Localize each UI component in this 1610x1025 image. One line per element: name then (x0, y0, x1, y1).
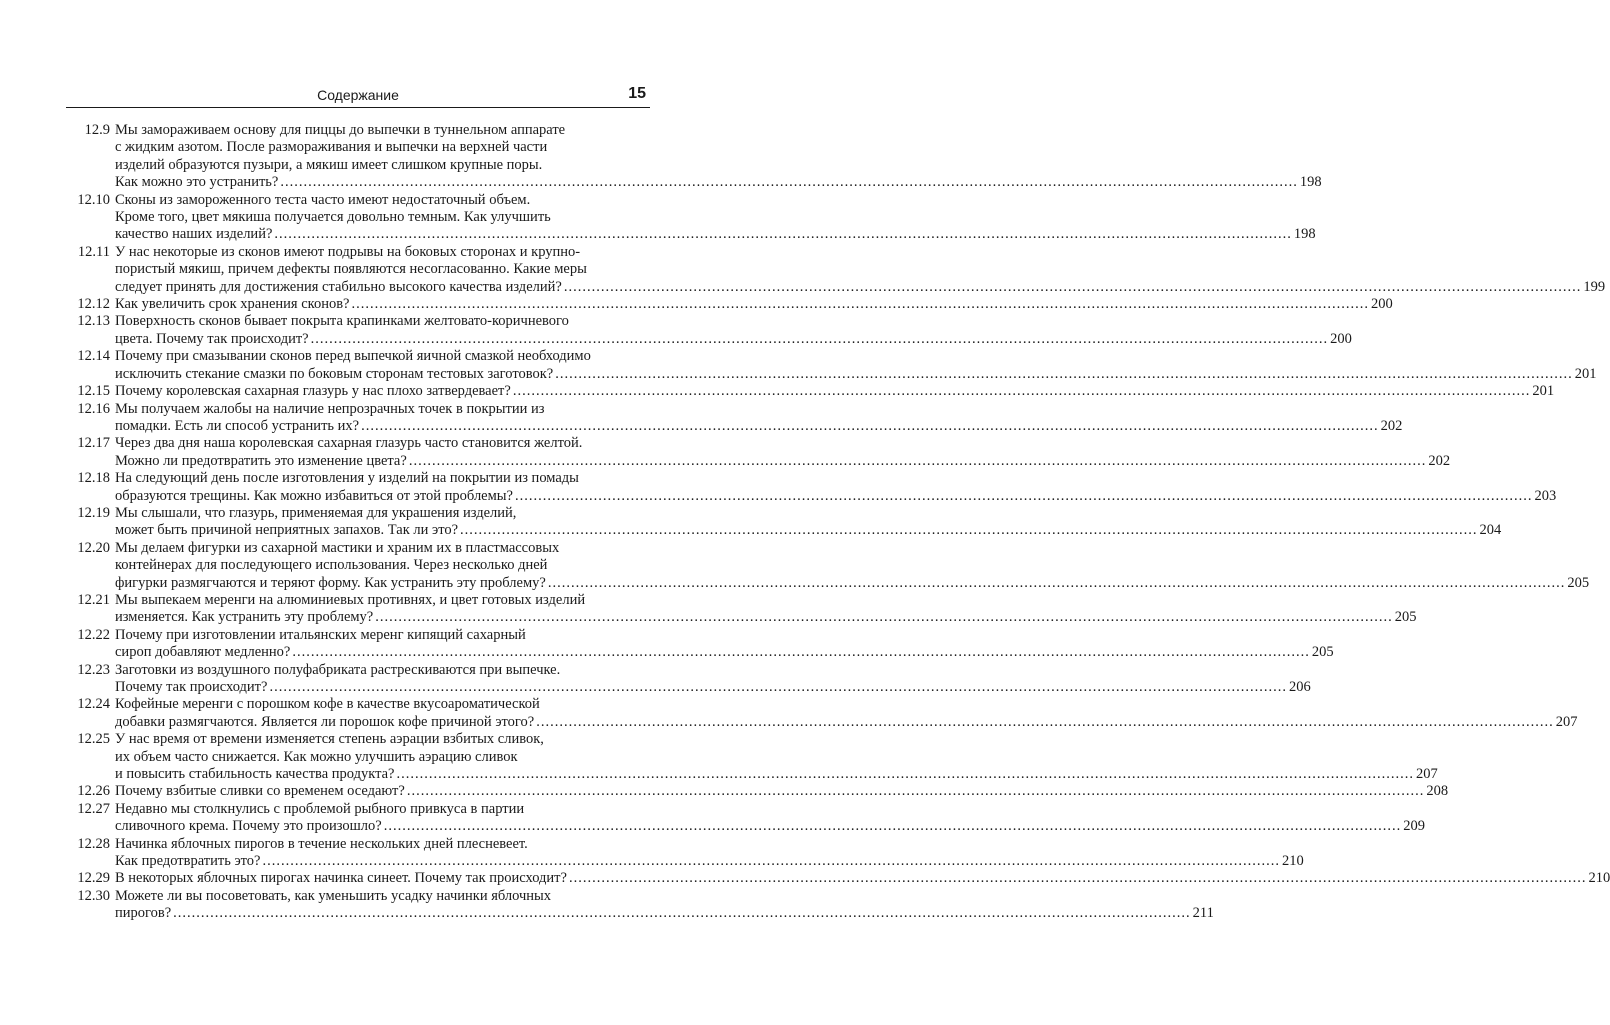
toc-entry[interactable] (66, 591, 1417, 627)
entry-last-line (115, 174, 1322, 191)
dot-leader: ............................................................................................................................................................................................................................ (460, 522, 1478, 539)
dot-leader: ............................................................................................................................................................................................................................ (406, 783, 1425, 800)
entry-page: 201 (1574, 365, 1597, 382)
entry-title-line: с жидким азотом. После размораживания и выпечки на верхней части (115, 139, 548, 156)
dot-leader: ............................................................................................................................................................................................................................ (547, 574, 1566, 591)
entry-title-line: У нас время от времени изменяется степень аэрации взбитых сливок, (115, 731, 544, 748)
entry-title-line: изменяется. Как устранить эту проблему? (115, 609, 374, 626)
entry-title-line: Почему так происходит? (115, 679, 268, 695)
entry-title-line: контейнерах для последующего использования. Через несколько дней (115, 557, 548, 574)
toc-entry[interactable] (66, 313, 1352, 348)
dot-leader: ............................................................................................................................................................................................................................ (375, 609, 1393, 626)
entry-page: 202 (1380, 417, 1403, 434)
toc-entry[interactable] (66, 731, 1438, 783)
entry-title-line: Как предотвратить это? (115, 853, 261, 870)
entry-last-line (115, 818, 1425, 835)
entry-page: 200 (1330, 330, 1352, 347)
entry-page: 204 (1479, 522, 1502, 539)
table-of-contents (66, 122, 1610, 923)
entry-title-line: пирогов? (115, 905, 172, 922)
entry-title-line: Сконы из замороженного теста часто имеют недостаточный объем. (115, 191, 531, 208)
entry-title-line: У нас некоторые из сконов имеют подрывы на боковых сторонах и крупно- (115, 243, 581, 260)
entry-page: 210 (1282, 853, 1304, 870)
entry-title-line: сироп добавляют медленно? (115, 644, 291, 661)
toc-entry[interactable] (66, 435, 1451, 470)
dot-leader: ............................................................................................................................................................................................................................ (262, 853, 1280, 870)
header-rule (66, 107, 650, 108)
entry-last-line (115, 766, 1438, 783)
entry-title-line: следует принять для достижения стабильно высокого качества изделий? (115, 278, 562, 295)
entry-title-line: Можно ли предотвратить это изменение цвета? (115, 452, 407, 469)
entry-title-line: Заготовки из воздушного полуфабриката растрескиваются при выпечке. (115, 661, 561, 678)
entry-last-line (115, 870, 1610, 887)
entry-number: 12.30 (77, 887, 110, 904)
entry-number: 12.29 (77, 870, 110, 887)
entry-title-line: качество наших изделий? (115, 226, 273, 243)
entry-last-line (115, 452, 1451, 470)
entry-page: 199 (1583, 278, 1606, 295)
entry-last-line (115, 417, 1403, 435)
dot-leader: ............................................................................................................................................................................................................................ (568, 870, 1587, 887)
dot-leader: ............................................................................................................................................................................................................................ (280, 174, 1298, 191)
dot-leader: ............................................................................................................................................................................................................................ (383, 818, 1402, 835)
toc-entry[interactable] (66, 191, 1316, 244)
entry-title-line: Мы выпекаем меренги на алюминиевых противнях, и цвет готовых изделий (115, 591, 586, 608)
entry-number: 12.18 (77, 470, 110, 487)
entry-title-line: Мы замораживаем основу для пиццы до выпечки в туннельном аппарате (115, 122, 566, 138)
entry-number: 12.25 (77, 731, 110, 748)
entry-page: 207 (1555, 713, 1578, 730)
entry-number: 12.13 (77, 313, 110, 330)
entry-title-line: Как можно это устранить? (115, 174, 279, 191)
entry-page: 206 (1288, 679, 1311, 695)
entry-last-line (115, 713, 1578, 731)
entry-page: 198 (1299, 174, 1322, 191)
page-number: 15 (628, 85, 646, 102)
toc-entry[interactable] (66, 887, 1214, 923)
entry-title-line: цвета. Почему так происходит? (115, 330, 309, 347)
entry-number: 12.27 (77, 800, 110, 817)
entry-page: 211 (1192, 905, 1214, 922)
entry-title-line: Мы получаем жалобы на наличие непрозрачных точек в покрытии из (115, 400, 545, 417)
entry-number: 12.17 (77, 435, 110, 452)
toc-entry[interactable] (66, 661, 1311, 697)
entry-title-line: Мы делаем фигурки из сахарной мастики и храним их в пластмассовых (115, 539, 560, 556)
dot-leader: ............................................................................................................................................................................................................................ (555, 365, 1573, 382)
entry-last-line (115, 522, 1502, 539)
entry-page: 205 (1567, 574, 1590, 591)
entry-title-line: сливочного крема. Почему это произошло? (115, 818, 382, 835)
entry-number: 12.16 (77, 400, 110, 417)
dot-leader: ............................................................................................................................................................................................................................ (563, 278, 1582, 295)
entry-page: 200 (1371, 296, 1393, 313)
toc-entry[interactable] (66, 383, 1555, 400)
dot-leader: ............................................................................................................................................................................................................................ (292, 644, 1310, 661)
dot-leader: ............................................................................................................................................................................................................................ (536, 713, 1554, 730)
entry-number: 12.28 (77, 835, 110, 852)
entry-last-line (115, 383, 1555, 400)
entry-last-line (115, 574, 1590, 592)
toc-entry[interactable] (66, 539, 1590, 592)
entry-title-line: их объем часто снижается. Как можно улучшить аэрацию сливок (115, 748, 518, 765)
toc-entry[interactable] (66, 870, 1610, 887)
running-header (66, 86, 650, 106)
entry-title-line: Почему взбитые сливки со временем оседают? (115, 783, 405, 800)
entry-number: 12.24 (77, 696, 110, 713)
entry-number: 12.10 (77, 191, 110, 208)
entry-title-line: помадки. Есть ли способ устранить их? (115, 417, 360, 434)
entry-page: 205 (1394, 609, 1417, 626)
entry-page: 198 (1293, 226, 1316, 243)
entry-last-line (115, 365, 1597, 383)
entry-title-line: Можете ли вы посоветовать, как уменьшить усадку начинки яблочных (115, 887, 552, 904)
entry-last-line (115, 679, 1311, 696)
entry-number: 12.20 (77, 539, 110, 556)
entry-last-line (115, 644, 1334, 661)
entry-number: 12.22 (77, 626, 110, 643)
entry-page: 209 (1403, 818, 1425, 835)
entry-number: 12.19 (77, 504, 110, 521)
entry-last-line (115, 296, 1393, 313)
entry-last-line (115, 609, 1417, 626)
entry-title-line: Кроме того, цвет мякиша получается довольно темным. Как улучшить (115, 209, 551, 226)
entry-last-line (115, 226, 1316, 243)
header-title: Содержание (317, 87, 399, 103)
entry-page: 210 (1588, 870, 1610, 887)
dot-leader: ............................................................................................................................................................................................................................ (396, 766, 1414, 783)
dot-leader: ............................................................................................................................................................................................................................ (269, 679, 1287, 695)
entry-title-line: Через два дня наша королевская сахарная глазурь часто становится желтой. (115, 435, 583, 452)
entry-title-line: изделий образуются пузыри, а мякиш имеет слишком крупные поры. (115, 156, 543, 173)
toc-entry[interactable] (66, 400, 1403, 436)
toc-entry[interactable] (66, 835, 1304, 871)
entry-title-line: Почему при смазывании сконов перед выпечкой яичной смазкой необходимо (115, 348, 591, 365)
entry-page: 205 (1311, 644, 1334, 661)
entry-title-line: Кофейные меренги с порошком кофе в качестве вкусоароматической (115, 696, 540, 713)
entry-page: 208 (1426, 783, 1449, 800)
entry-page: 203 (1534, 487, 1557, 504)
entry-number: 12.9 (84, 122, 110, 138)
entry-last-line (115, 905, 1214, 922)
entry-page: 201 (1532, 383, 1555, 400)
entry-number: 12.12 (77, 296, 110, 313)
entry-last-line (115, 853, 1304, 870)
dot-leader: ............................................................................................................................................................................................................................ (408, 452, 1427, 469)
entry-title-line: исключить стекание смазки по боковым сторонам тестовых заготовок? (115, 365, 554, 382)
entry-title-line: Почему при изготовлении итальянских меренг кипящий сахарный (115, 626, 526, 643)
toc-entry[interactable] (66, 696, 1578, 731)
toc-entry[interactable] (66, 243, 1606, 296)
entry-last-line (115, 487, 1557, 505)
entry-title-line: фигурки размягчаются и теряют форму. Как устранить эту проблему? (115, 574, 546, 591)
toc-entry[interactable] (66, 122, 1322, 192)
entry-page: 207 (1415, 766, 1438, 783)
entry-title-line: образуются трещины. Как можно избавиться от этой проблемы? (115, 487, 513, 504)
entry-title-line: На следующий день после изготовления у изделий на покрытии из помады (115, 470, 579, 487)
entry-title-line: Как увеличить срок хранения сконов? (115, 296, 350, 313)
entry-title-line: Почему королевская сахарная глазурь у нас плохо затвердевает? (115, 383, 511, 400)
entry-page: 202 (1428, 452, 1451, 469)
dot-leader: ............................................................................................................................................................................................................................ (274, 226, 1292, 243)
dot-leader: ............................................................................................................................................................................................................................ (361, 417, 1379, 434)
toc-entry[interactable] (66, 296, 1393, 313)
entry-title-line: Недавно мы столкнулись с проблемой рыбного привкуса в партии (115, 800, 525, 817)
entry-number: 12.15 (77, 383, 110, 400)
entry-title-line: и повысить стабильность качества продукта? (115, 766, 395, 783)
toc-entry[interactable] (66, 626, 1334, 662)
entry-title-line: Мы слышали, что глазурь, применяемая для украшения изделий, (115, 504, 517, 521)
toc-entry[interactable] (66, 504, 1502, 540)
entry-number: 12.14 (77, 348, 110, 365)
entry-number: 12.21 (77, 591, 110, 608)
entry-last-line (115, 278, 1606, 296)
entry-title-line: В некоторых яблочных пирогах начинка синеет. Почему так происходит? (115, 870, 567, 887)
entry-number: 12.26 (77, 783, 110, 800)
entry-title-line: пористый мякиш, причем дефекты появляются несогласованно. Какие меры (115, 261, 587, 278)
toc-entry[interactable] (66, 800, 1425, 836)
entry-last-line (115, 330, 1352, 348)
entry-title-line: может быть причиной неприятных запахов. Так ли это? (115, 522, 459, 539)
entry-title-line: добавки размягчаются. Является ли порошок кофе причиной этого? (115, 713, 535, 730)
toc-entry[interactable] (66, 783, 1449, 800)
dot-leader: ............................................................................................................................................................................................................................ (173, 905, 1191, 922)
dot-leader: ............................................................................................................................................................................................................................ (351, 296, 1369, 313)
entry-number: 12.11 (77, 243, 110, 260)
entry-title-line: Поверхность сконов бывает покрыта крапинками желтовато-коричневого (115, 313, 569, 330)
toc-entry[interactable] (66, 470, 1557, 505)
entry-last-line (115, 783, 1449, 800)
dot-leader: ............................................................................................................................................................................................................................ (512, 383, 1531, 400)
entry-number: 12.23 (77, 661, 110, 678)
entry-title-line: Начинка яблочных пирогов в течение нескольких дней плесневеет. (115, 835, 528, 852)
dot-leader: ............................................................................................................................................................................................................................ (514, 487, 1533, 504)
dot-leader: ............................................................................................................................................................................................................................ (310, 330, 1329, 347)
toc-entry[interactable] (66, 348, 1597, 383)
